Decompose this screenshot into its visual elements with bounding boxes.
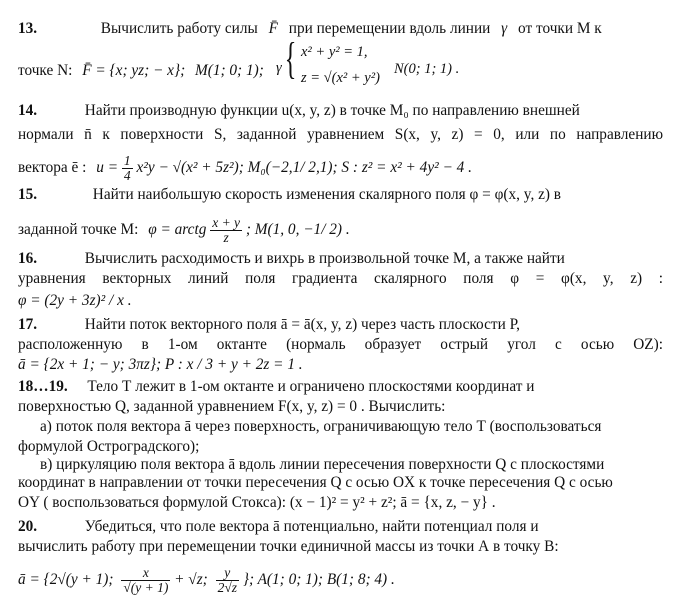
- item-b-line-3: [18, 494, 681, 512]
- problem-16-text-2: уравнения векторных линий поля градиента скалярного поля φ = φ(x, y, z) :: [18, 270, 663, 287]
- problem-13-text-b: при перемещении вдоль линии: [288, 20, 491, 37]
- problem-14-number: 14.: [18, 102, 38, 119]
- problem-15-text-1: Найти наибольшую скорость изменения скалярного поля φ = φ(x, y, z) в: [92, 186, 562, 203]
- item-b-line-2: [18, 474, 681, 492]
- problem-15-text-2: заданной точке М:: [18, 221, 139, 239]
- problem-14-line-1: [18, 102, 663, 120]
- function-u: u =: [96, 159, 119, 177]
- problem-1819-text-2: поверхностью Q, заданной уравнением F(x, y, z) = 0 . Вычислить:: [18, 398, 446, 415]
- fraction-denominator: 4: [123, 168, 131, 183]
- problem-20-line-1: [18, 518, 663, 536]
- problem-13-number: 13.: [18, 20, 38, 37]
- fraction-x-plus-y-over-z: [210, 216, 242, 245]
- fraction-numerator: x: [121, 566, 170, 581]
- system-equation-1: x² + y² = 1,: [301, 44, 368, 60]
- item-b-line-1: [40, 456, 681, 474]
- point-m: M(1; 0; 1);: [195, 62, 264, 79]
- problem-13-text-a: Вычислить работу силы: [100, 20, 258, 37]
- problem-16-line-3: [18, 292, 681, 310]
- problem-14-line-2: [18, 126, 663, 144]
- fraction-numerator: x + y: [212, 215, 241, 230]
- problem-15-number: 15.: [18, 186, 38, 203]
- problem-17-text-2: расположенную в 1-ом октанте (нормаль образует острый угол с осью OZ):: [18, 336, 663, 353]
- function-u-rest: x²y − √(x² + 5z²); M₀(−2,1/ 2,1); S : z² = x² + 4y² − 4 .: [136, 159, 472, 177]
- problem-14-text-1: Найти производную функции u(x, y, z) в точке M₀ по направлению внешней: [84, 102, 580, 119]
- system-equation-2: z = √(x² + y²): [301, 70, 380, 86]
- problem-16-text-1: Вычислить расходимость и вихрь в произвольной точке М, а также найти: [84, 250, 565, 267]
- problem-14-vector-label: вектора ē :: [18, 159, 87, 177]
- fraction-one-quarter: [122, 154, 133, 183]
- problem-20-line-2: [18, 538, 681, 556]
- problem-14-line-3: [18, 154, 681, 183]
- problem-16-number: 16.: [18, 250, 38, 267]
- problem-16-line-1: [18, 250, 663, 268]
- fraction-x-over-root: [121, 566, 170, 595]
- point-m-15: ; M(1, 0, −1/ 2) .: [245, 221, 350, 239]
- item-a-text-2: формулой Остроградского);: [18, 438, 200, 455]
- item-a-line-1: [40, 418, 681, 436]
- item-b-text-3: OY ( воспользоваться формулой Стокса): (x − 1)² = y² + z²; ā = {x, z, − y} .: [18, 494, 496, 511]
- problem-16-line-2: [18, 270, 663, 288]
- point-n: N(0; 1; 1) .: [394, 61, 460, 77]
- force-definition: F̄ = {x; yz; − x};: [82, 62, 186, 79]
- problem-20-text-2: вычислить работу при перемещении точки единичной массы из точки А в точку В:: [18, 538, 559, 555]
- problem-1819-text-1: Тело Т лежит в 1-ом октанте и ограничено плоскостями координат и: [87, 378, 535, 395]
- item-a-text-1: а) поток поля вектора ā через поверхность, ограничивающую тело Т (воспользоваться: [40, 418, 602, 435]
- problem-15-line-2: [18, 216, 681, 245]
- fraction-denominator: √(y + 1): [123, 580, 169, 595]
- phi-definition: φ = (2y + 3z)² / x .: [18, 292, 132, 309]
- fraction-numerator: 1: [123, 153, 131, 168]
- problem-14-text-2: нормали n̄ к поверхности S, заданной уравнением S(x, y, z) = 0, или по направлению: [18, 126, 663, 143]
- vector-field-17: ā = {2x + 1; − y; 3πz}; P : x / 3 + y + 2z = 1 .: [18, 356, 303, 373]
- problem-1819-number: 18…19.: [18, 378, 68, 395]
- system-brace: {: [284, 34, 297, 83]
- problem-15-line-1: [18, 186, 663, 204]
- problem-13-point-n-label: точке N:: [18, 62, 73, 79]
- problem-17-line-1: [18, 316, 663, 334]
- item-a-line-2: [18, 438, 681, 456]
- fraction-denominator: 2√z: [217, 580, 237, 595]
- problem-1819-line-2: [18, 398, 681, 416]
- gamma-label: γ: [276, 60, 282, 76]
- vector-field-20-middle: + √z;: [174, 571, 208, 589]
- vector-field-20-start: ā = {2√(y + 1);: [18, 571, 114, 589]
- force-symbol: F̄: [268, 20, 278, 37]
- phi-arctg: φ = arctg: [148, 221, 207, 239]
- problem-20-text-1: Убедиться, что поле вектора ā потенциально, найти потенциал поля и: [84, 518, 539, 535]
- problem-17-number: 17.: [18, 316, 38, 333]
- item-b-text-2: координат в направлении от точки пересечения Q с осью OX к точке пересечения Q с осью: [18, 474, 613, 491]
- item-b-text-1: в) циркуляцию поля вектора ā вдоль линии пересечения поверхности Q с плоскостями: [40, 456, 605, 473]
- vector-field-20-end: }; A(1; 0; 1); B(1; 8; 4) .: [242, 571, 395, 589]
- problem-13-line-1: [18, 20, 681, 38]
- fraction-denominator: z: [223, 230, 229, 245]
- fraction-y-over-root-z: [216, 566, 239, 595]
- problem-17-text-1: Найти поток векторного поля ā = ā(x, y, z) через часть плоскости Р,: [84, 316, 520, 333]
- problem-17-line-2: [18, 336, 663, 354]
- problem-17-line-3: [18, 356, 681, 374]
- problem-13-text-c: от точки M к: [518, 20, 602, 37]
- problem-20-line-3: [18, 566, 681, 595]
- problem-20-number: 20.: [18, 518, 38, 535]
- problem-1819-line-1: [18, 378, 663, 396]
- fraction-numerator: y: [216, 566, 239, 581]
- gamma-symbol: γ: [501, 20, 508, 37]
